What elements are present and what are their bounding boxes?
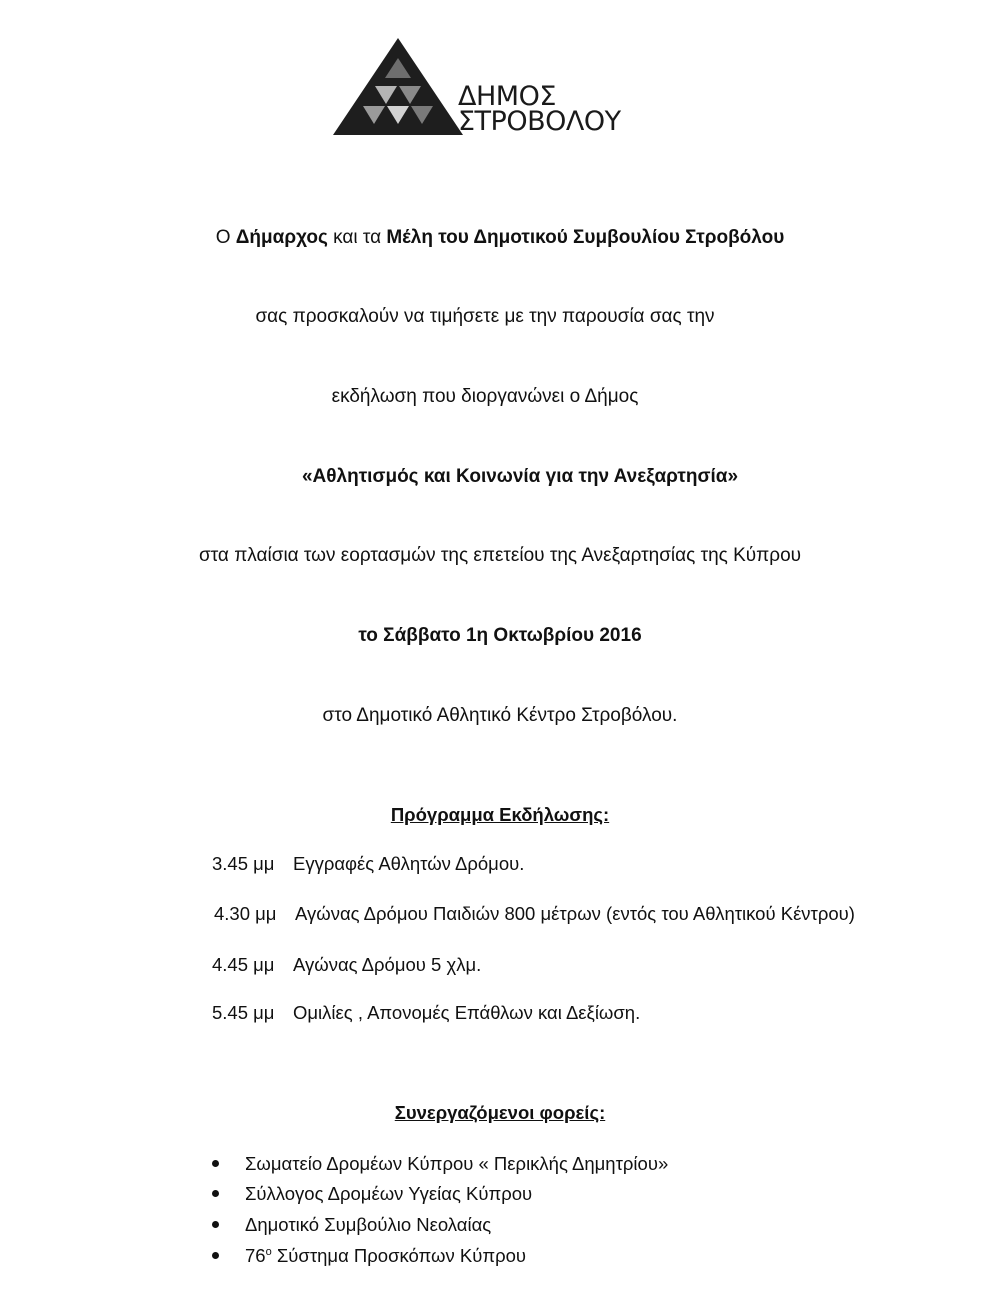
bullet-icon (212, 1190, 219, 1197)
partner-list-item (212, 1153, 668, 1175)
program-text: Εγγραφές Αθλητών Δρόμου. (293, 853, 525, 874)
program-text: Αγώνας Δρόμου Παιδιών 800 μέτρων (εντός του Αθλητικού Κέντρου) (295, 903, 855, 924)
partner-name: Δημοτικό Συμβούλιο Νεολαίας (245, 1214, 492, 1235)
program-item (212, 1002, 640, 1024)
logo-wordmark (458, 81, 621, 137)
hosts-council: Μέλη του Δημοτικού Συμβουλίου Στροβόλου (386, 227, 785, 248)
program-time: 5.45 μμ (212, 1002, 275, 1023)
hosts-conjunction: και τα (327, 227, 387, 248)
partner-name: Σύστημα Προσκόπων Κύπρου (271, 1245, 527, 1266)
program-heading: Πρόγραμμα Εκδήλωσης: (390, 804, 610, 825)
event-venue: στο Δημοτικό Αθλητικό Κέντρο Στροβόλου. (322, 705, 678, 726)
triangle-logo-icon (333, 38, 463, 138)
logo-line-2: ΣΤΡΟΒΟΛΟΥ (458, 106, 621, 137)
program-text: Αγώνας Δρόμου 5 χλμ. (293, 954, 482, 975)
invitation-line-3: εκδήλωση που διοργανώνει ο Δήμος (331, 386, 639, 407)
municipality-logo (333, 38, 643, 138)
event-title: «Αθλητισμός και Κοινωνία για την Ανεξαρτησία» (301, 466, 739, 487)
hosts-mayor: Δήμαρχος (235, 227, 328, 248)
partner-list-item (212, 1183, 532, 1205)
partner-ordinal: ο (265, 1245, 272, 1258)
invitation-hosts (0, 227, 1000, 249)
partners-heading: Συνεργαζόμενοι φορείς: (394, 1102, 606, 1123)
event-date: το Σάββατο 1η Οκτωβρίου 2016 (358, 625, 642, 646)
program-time: 4.45 μμ (212, 954, 275, 975)
bullet-icon (212, 1221, 219, 1228)
bullet-icon (212, 1160, 219, 1167)
hosts-prefix: Ο (215, 227, 236, 248)
bullet-icon (212, 1252, 219, 1259)
partner-list-item (212, 1214, 491, 1236)
logo-line-1: ΔΗΜΟΣ (458, 81, 556, 112)
invitation-line-2: σας προσκαλούν να τιμήσετε με την παρουσία σας την (255, 306, 715, 327)
partner-number: 76 (245, 1245, 266, 1266)
program-item (212, 853, 524, 875)
program-time: 3.45 μμ (212, 853, 275, 874)
invitation-context: στα πλαίσια των εορτασμών της επετείου της Ανεξαρτησίας της Κύπρου (198, 545, 802, 566)
partner-list-item (212, 1245, 526, 1267)
program-time: 4.30 μμ (214, 903, 277, 924)
partner-name: Σύλλογος Δρομέων Υγείας Κύπρου (245, 1183, 533, 1204)
partner-name: Σωματείο Δρομέων Κύπρου « Περικλής Δημητρίου» (245, 1153, 669, 1174)
program-item (214, 903, 855, 925)
program-item (212, 954, 481, 976)
program-text: Ομιλίες , Απονομές Επάθλων και Δεξίωση. (293, 1002, 641, 1023)
